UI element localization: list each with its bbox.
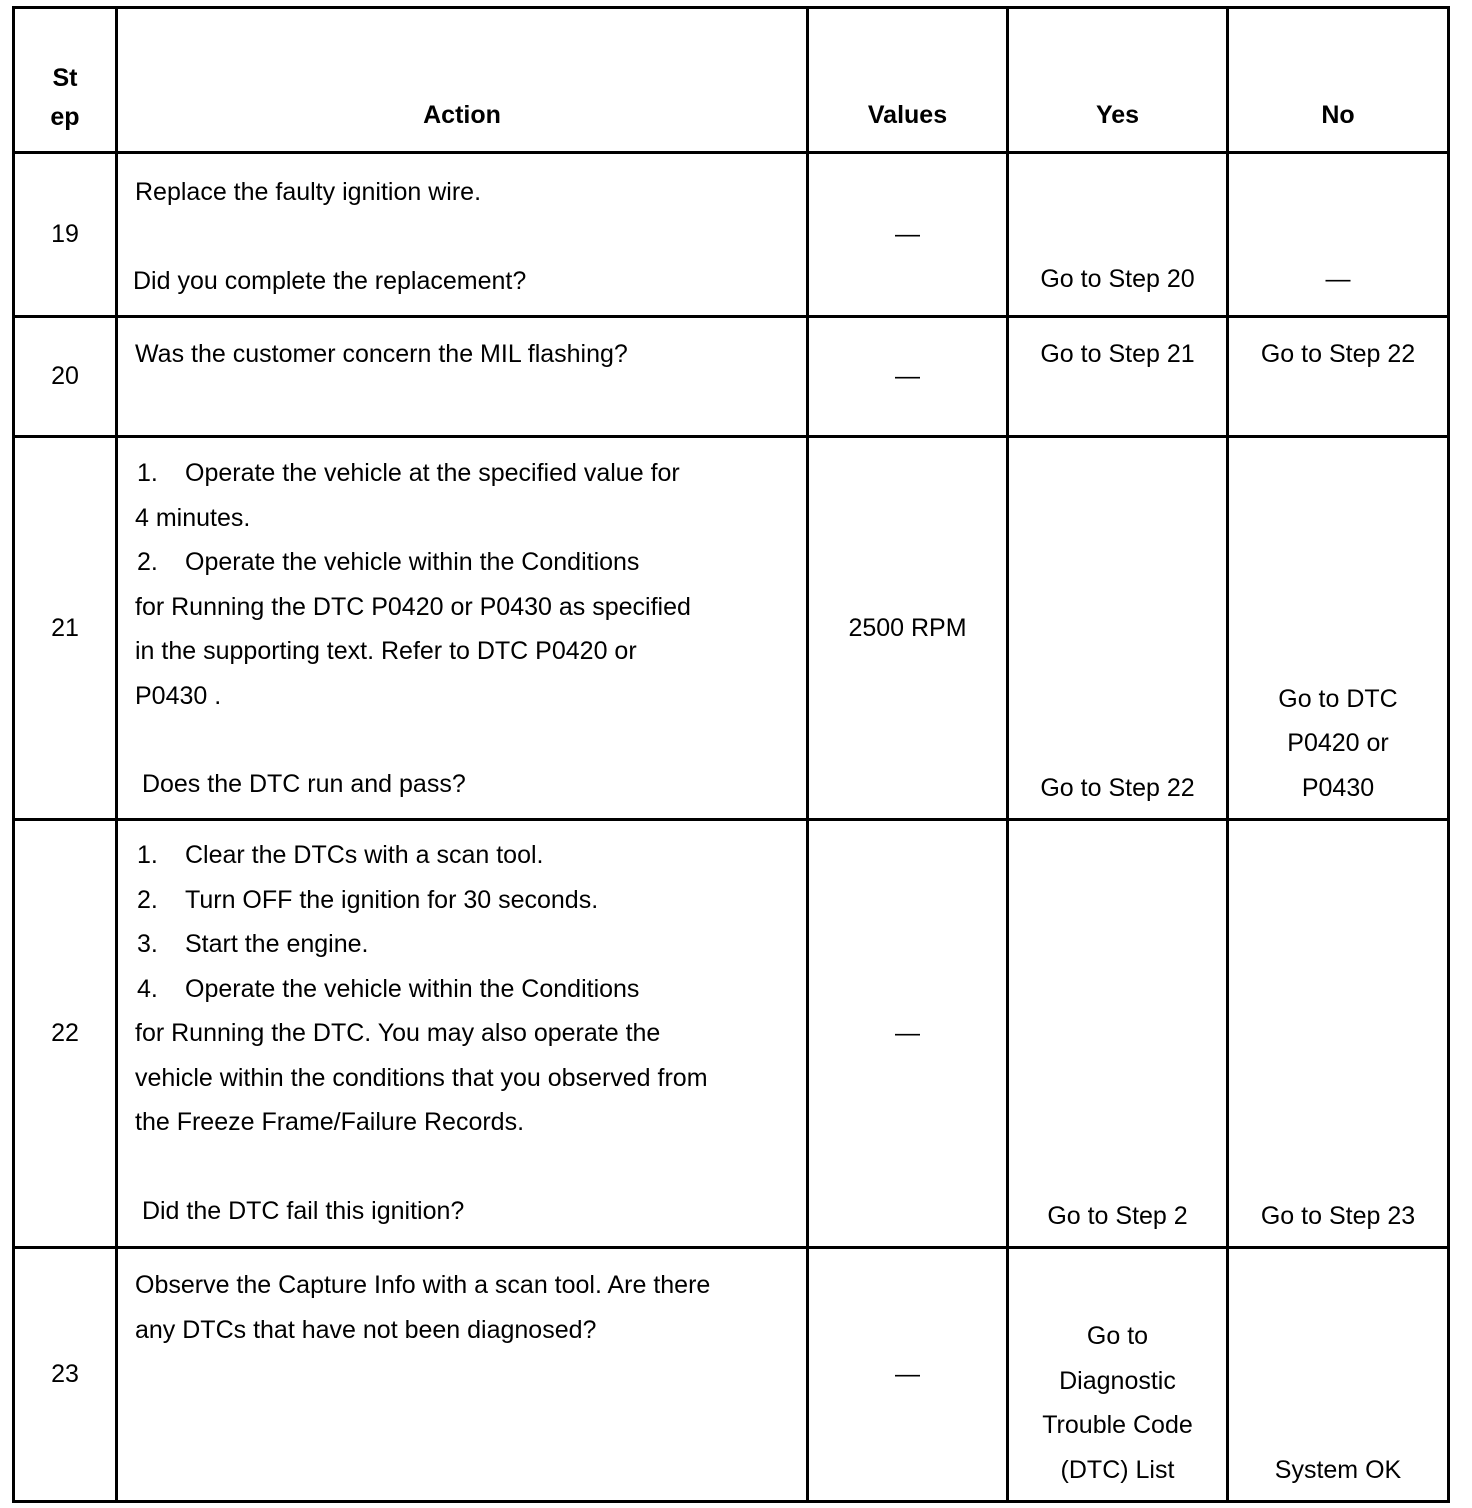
table-row bbox=[14, 437, 1449, 820]
table-row bbox=[14, 820, 1449, 1248]
value-cell: — bbox=[808, 1248, 1008, 1502]
table-row bbox=[14, 153, 1449, 317]
action-cell bbox=[117, 820, 808, 1248]
list-item: 1. Operate the vehicle at the specified value for bbox=[137, 459, 680, 487]
action-cell bbox=[117, 437, 808, 820]
value-cell: — bbox=[808, 820, 1008, 1248]
header-step: St ep bbox=[14, 8, 117, 153]
action-question: Did you complete the replacement? bbox=[133, 266, 527, 295]
list-item: 2. Operate the vehicle within the Conditions bbox=[137, 548, 640, 576]
step-number: 23 bbox=[14, 1248, 117, 1502]
value-cell: — bbox=[808, 317, 1008, 437]
value-cell: 2500 RPM bbox=[808, 437, 1008, 820]
action-text: Replace the faulty ignition wire. bbox=[135, 178, 482, 206]
yes-cell: Go to Diagnostic Trouble Code (DTC) List bbox=[1008, 1248, 1228, 1502]
table-row bbox=[14, 317, 1449, 437]
list-item-continuation: 4 minutes. bbox=[135, 503, 251, 532]
step-number: 21 bbox=[14, 437, 117, 820]
no-cell: — bbox=[1228, 153, 1449, 317]
diagnostic-table bbox=[12, 6, 1450, 1503]
list-item: 3. Start the engine. bbox=[137, 930, 369, 958]
action-cell bbox=[117, 1248, 808, 1502]
yes-cell: Go to Step 2 bbox=[1008, 820, 1228, 1248]
header-action: Action bbox=[117, 8, 808, 153]
no-cell: Go to DTC P0420 or P0430 bbox=[1228, 437, 1449, 820]
yes-cell: Go to Step 21 bbox=[1008, 317, 1228, 437]
value-cell: — bbox=[808, 153, 1008, 317]
yes-cell: Go to Step 22 bbox=[1008, 437, 1228, 820]
list-item: 2. Turn OFF the ignition for 30 seconds. bbox=[137, 885, 599, 914]
table-row bbox=[14, 1248, 1449, 1502]
step-number: 20 bbox=[14, 317, 117, 437]
step-number: 22 bbox=[14, 820, 117, 1248]
no-cell: Go to Step 22 bbox=[1228, 317, 1449, 437]
action-text: Observe the Capture Info with a scan tool. Are there any DTCs that have not been diagnosed? bbox=[135, 1271, 711, 1344]
action-question: Does the DTC run and pass? bbox=[135, 770, 466, 798]
step-number: 19 bbox=[14, 153, 117, 317]
header-no: No bbox=[1228, 8, 1449, 153]
action-cell bbox=[117, 153, 808, 317]
action-question: Did the DTC fail this ignition? bbox=[135, 1196, 465, 1225]
list-item-continuation: for Running the DTC. You may also operate the vehicle within the conditions that you observed from the Freeze Frame/Failure Records. bbox=[135, 1019, 708, 1136]
list-item-continuation: for Running the DTC P0420 or P0430 as specified in the supporting text. Refer to DTC P0420 or P0430 . bbox=[135, 592, 691, 710]
header-values: Values bbox=[808, 8, 1008, 153]
no-cell: System OK bbox=[1228, 1248, 1449, 1502]
table-header-row bbox=[14, 8, 1449, 153]
list-item: 4. Operate the vehicle within the Conditions bbox=[137, 974, 640, 1003]
no-cell: Go to Step 23 bbox=[1228, 820, 1449, 1248]
list-item: 1. Clear the DTCs with a scan tool. bbox=[137, 841, 544, 869]
yes-cell: Go to Step 20 bbox=[1008, 153, 1228, 317]
action-cell bbox=[117, 317, 808, 437]
header-yes: Yes bbox=[1008, 8, 1228, 153]
action-text: Was the customer concern the MIL flashing? bbox=[135, 340, 628, 368]
